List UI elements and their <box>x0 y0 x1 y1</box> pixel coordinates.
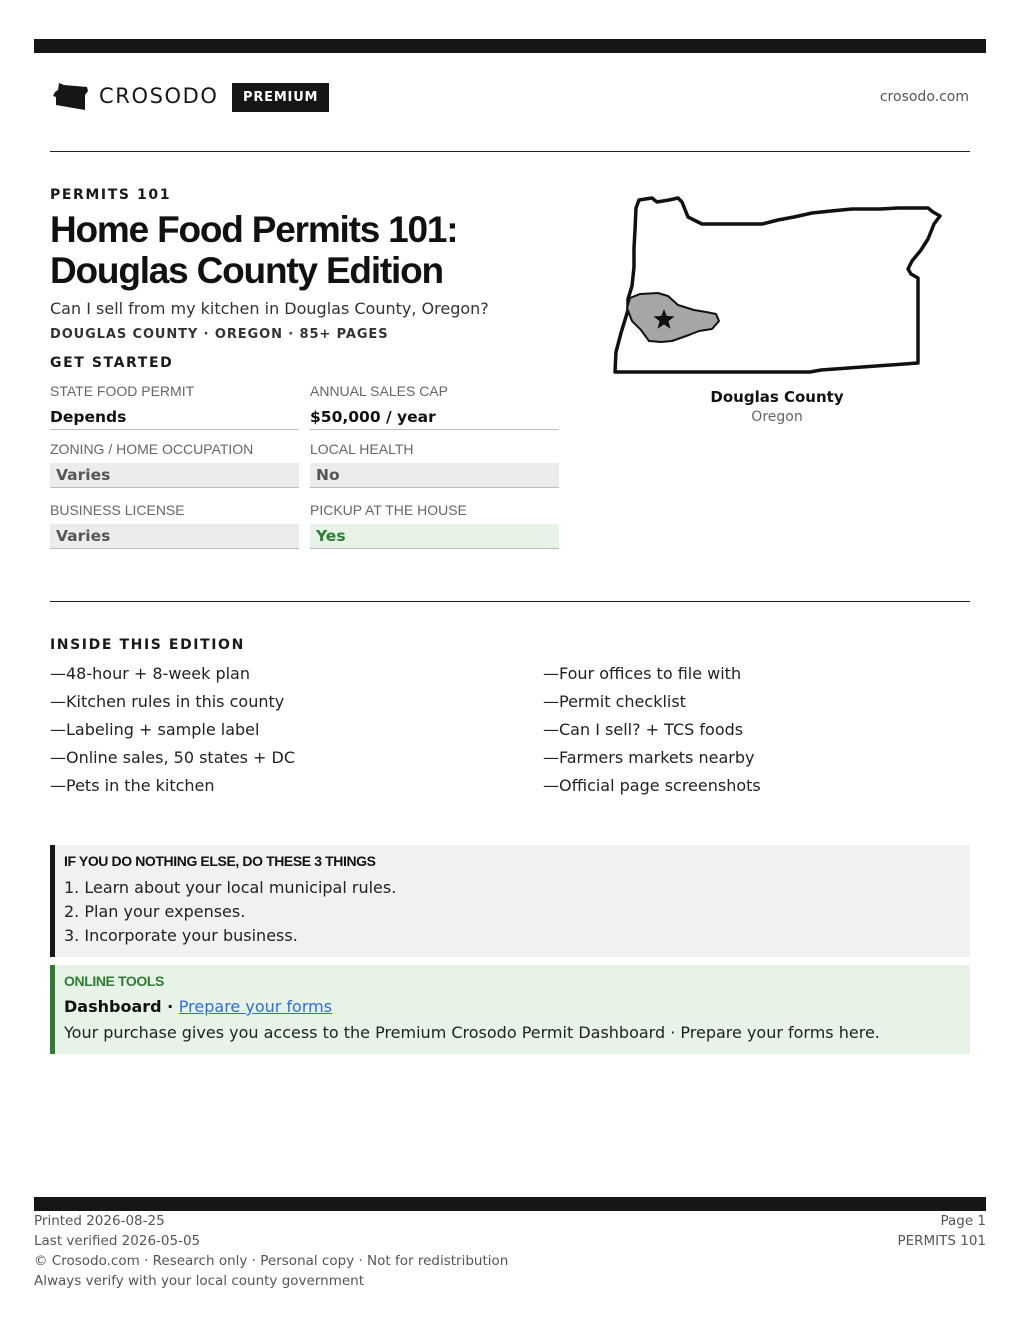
list-item: —Farmers markets nearby <box>543 748 755 767</box>
cell-label: ANNUAL SALES CAP <box>310 383 448 399</box>
list-item: —Four offices to file with <box>543 664 742 683</box>
separator: · <box>161 997 179 1016</box>
online-tools-callout <box>50 965 970 1054</box>
oregon-logo-icon <box>53 82 89 112</box>
cell-label: LOCAL HEALTH <box>310 441 414 457</box>
site-url[interactable]: crosodo.com <box>879 89 969 105</box>
list-item: —Online sales, 50 states + DC <box>50 748 296 767</box>
dashboard-line <box>64 997 332 1016</box>
dashboard-label: Dashboard <box>64 997 162 1016</box>
printed-date: Printed 2026-08-25 <box>34 1213 165 1229</box>
local-health <box>310 441 559 488</box>
cell-label: BUSINESS LICENSE <box>50 502 185 518</box>
callout-heading: IF YOU DO NOTHING ELSE, DO THESE 3 THINGS <box>64 853 376 869</box>
divider <box>50 151 970 152</box>
contents-list-right <box>543 663 983 803</box>
zoning-home-occupation <box>50 441 299 488</box>
list-item: —Permit checklist <box>543 692 686 711</box>
verified-date: Last verified 2026-05-05 <box>34 1233 201 1249</box>
cell-value: Varies <box>50 524 299 549</box>
list-item: —48-hour + 8-week plan <box>50 664 250 683</box>
inside-heading: INSIDE THIS EDITION <box>50 637 245 653</box>
callout-heading: ONLINE TOOLS <box>64 973 164 989</box>
section-kicker: PERMITS 101 <box>50 187 172 203</box>
prepare-forms-link[interactable]: Prepare your forms <box>178 997 333 1016</box>
list-item: —Pets in the kitchen <box>50 776 215 795</box>
map-state-name: Oregon <box>751 409 803 425</box>
annual-sales-cap <box>310 383 559 430</box>
cell-value: Yes <box>310 524 559 549</box>
oregon-outline <box>615 198 940 372</box>
list-item: —Labeling + sample label <box>50 720 260 739</box>
edition-meta: DOUGLAS COUNTY · OREGON · 85+ PAGES <box>50 327 389 342</box>
list-item: 2. Plan your expenses. <box>64 902 246 921</box>
footer-right <box>897 1211 986 1251</box>
premium-badge: PREMIUM <box>232 83 329 112</box>
dashboard-description: Your purchase gives you access to the Premium Crosodo Permit Dashboard · Prepare your forms here. <box>64 1023 880 1042</box>
page-subtitle: Can I sell from my kitchen in Douglas County, Oregon? <box>50 299 489 318</box>
copyright: © Crosodo.com · Research only · Personal copy · Not for redistribution <box>34 1253 509 1269</box>
list-item: —Can I sell? + TCS foods <box>543 720 744 739</box>
list-item: —Kitchen rules in this county <box>50 692 285 711</box>
top-bar <box>34 39 986 53</box>
footer-section: PERMITS 101 <box>897 1233 986 1249</box>
cell-value: $50,000 / year <box>310 405 559 430</box>
list-item: —Official page screenshots <box>543 776 761 795</box>
bottom-bar <box>34 1197 986 1211</box>
cell-label: ZONING / HOME OCCUPATION <box>50 441 254 457</box>
business-license <box>50 502 299 549</box>
list-item: 1. Learn about your local municipal rules. <box>64 878 397 897</box>
divider <box>50 601 970 602</box>
cell-label: PICKUP AT THE HOUSE <box>310 502 467 518</box>
oregon-county-map <box>606 190 950 385</box>
state-food-permit <box>50 383 299 430</box>
contents-list-left <box>50 663 490 803</box>
pickup-at-the-house <box>310 502 559 549</box>
list-item: 3. Incorporate your business. <box>64 926 298 945</box>
page-number: Page 1 <box>940 1213 986 1229</box>
cell-value: Varies <box>50 463 299 488</box>
cell-label: STATE FOOD PERMIT <box>50 383 195 399</box>
cell-value: Depends <box>50 405 299 430</box>
cell-value: No <box>310 463 559 488</box>
verify-note: Always verify with your local county government <box>34 1273 364 1289</box>
brand-name: CROSODO <box>99 84 219 108</box>
header <box>50 80 970 116</box>
must-do-callout <box>50 845 970 957</box>
page-title: Home Food Permits 101: Douglas County Edition <box>50 209 458 291</box>
get-started-heading: GET STARTED <box>50 355 174 371</box>
map-county-name: Douglas County <box>710 388 844 406</box>
footer-left <box>34 1211 508 1291</box>
